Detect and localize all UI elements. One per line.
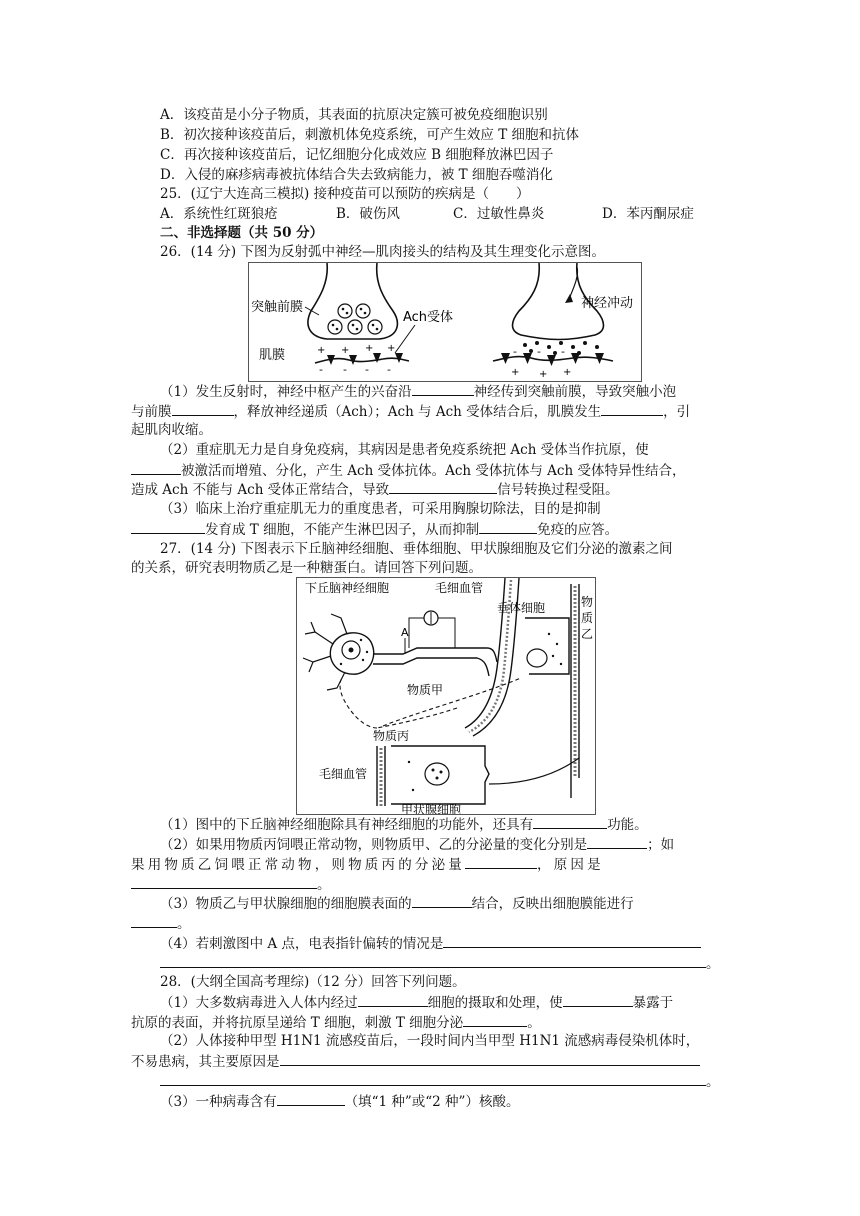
q28-part2-line1: （2）人体接种甲型 H1N1 流感疫苗后，一段时间内当甲型 H1N1 流感病毒侵染机体时， — [160, 1033, 700, 1049]
endocrine-regulation-figure — [296, 577, 596, 815]
q27-stem-line2: 的关系，研究表明物质乙是一种糖蛋白。请回答下列问题。 — [131, 560, 482, 576]
q28-part1-line1 — [160, 993, 673, 1012]
text: （填“1 种”或“2 种”）核酸。 — [344, 1094, 520, 1110]
answer-blank[interactable] — [131, 520, 205, 534]
label-nerve-impulse: 神经冲动 — [581, 296, 634, 311]
charge-plus: + — [317, 345, 326, 356]
endocrine-regulation-svg — [297, 578, 595, 814]
answer-blank[interactable] — [412, 894, 472, 908]
text: 抗原的表面，并将抗原呈递给 T 细胞，刺激 T 细胞分泌 — [131, 1015, 464, 1031]
q25-option-a: A．系统性红斑狼疮 — [160, 206, 278, 222]
text: 造成 Ach 不能与 Ach 受体正常结合，导致 — [131, 482, 390, 498]
q25-options — [160, 205, 694, 223]
q27-part4-line2 — [160, 954, 720, 973]
q24-option-a: A．该疫苗是小分子物质，其表面的抗原决定簇可被免疫细胞识别 — [160, 107, 548, 123]
axon-lower — [373, 658, 489, 676]
text: 。 — [527, 1015, 541, 1031]
label-thyroid-cell: 甲状腺细胞 — [401, 803, 462, 814]
charge-minus: - — [365, 363, 369, 376]
text: 神经传到突触前膜，导致突触小泡 — [473, 384, 677, 400]
q26-part1-line3: 起肌肉收缩。 — [131, 422, 212, 438]
q24-option-c: C．再次接种该疫苗后，记忆细胞分化成效应 B 细胞释放淋巴因子 — [160, 147, 554, 163]
answer-blank[interactable] — [479, 520, 537, 534]
answer-blank[interactable] — [277, 1092, 345, 1106]
label-substance-yi: 质 — [581, 611, 594, 625]
q27-part3-line2 — [131, 914, 191, 933]
charge-plus: + — [563, 367, 572, 378]
q26-part1-line1 — [160, 382, 676, 401]
text: （3）一种病毒含有 — [160, 1094, 277, 1110]
axon-upper — [373, 648, 497, 662]
q27-part2-line3 — [131, 875, 331, 894]
text: ，释放神经递质（Ach）；Ach 与 Ach 受体结合后，肌膜发生 — [233, 404, 602, 420]
text: 。 — [706, 956, 720, 972]
electrode-wire-left — [409, 618, 424, 648]
text: 被激活而增殖、分化，产生 Ach 受体抗体。Ach 受体抗体与 Ach 受体特异性结合， — [181, 463, 686, 479]
text: 信号转换过程受阻。 — [497, 482, 619, 498]
answer-blank[interactable] — [172, 402, 234, 416]
answer-blank[interactable] — [131, 875, 317, 889]
thyroid-nucleus — [425, 763, 449, 785]
label-muscle-membrane: 肌膜 — [259, 348, 286, 363]
neuron-granules — [340, 639, 368, 665]
thyroid-cell-outline — [391, 746, 489, 804]
nucleolus — [349, 648, 354, 653]
text: 结合，反映出细胞膜能进行 — [471, 896, 634, 912]
answer-blank[interactable] — [131, 461, 181, 475]
pituitary-granules — [548, 633, 562, 665]
text: 。 — [317, 877, 331, 893]
q28-part1-line2 — [131, 1013, 541, 1032]
section-heading: 二、非选择题（共 50 分） — [160, 225, 324, 241]
q24-option-b: B．初次接种该疫苗后，刺激机体免疫系统，可产生效应 T 细胞和抗体 — [160, 127, 580, 143]
label-capillary-top: 毛细血管 — [435, 581, 484, 595]
tsh-arrow — [489, 758, 579, 784]
answer-blank[interactable] — [601, 402, 663, 416]
label-substance-bing: 物质丙 — [373, 729, 410, 743]
text: （2）如果用物质丙饲喂正常动物，则物质甲、乙的分泌量的变化分别是 — [160, 837, 588, 853]
answer-blank[interactable] — [533, 815, 607, 829]
answer-blank[interactable] — [465, 855, 537, 869]
q25-option-d: D．苯丙酮尿症 — [602, 206, 694, 222]
label-capillary-bottom: 毛细血管 — [319, 767, 368, 781]
q26-part1-line2 — [131, 402, 690, 421]
q28-stem: 28．(大纲全国高考理综)（12 分）回答下列问题。 — [160, 974, 466, 990]
impulse-arrow-head — [565, 294, 573, 303]
q28-part2-line2 — [131, 1052, 700, 1071]
text: 细胞的摄取和处理，使 — [427, 995, 563, 1011]
answer-blank[interactable] — [160, 954, 706, 968]
text: （4）若刺激图中 A 点，电表指针偏转的情况是 — [160, 936, 444, 952]
charge-minus: - — [343, 363, 347, 376]
electrode-wire-right — [438, 618, 455, 648]
charge-minus: - — [537, 345, 541, 358]
text: 发育成 T 细胞，不能产生淋巴因子，从而抑制 — [205, 522, 480, 538]
q26-part2-line3 — [131, 480, 619, 499]
text: 。 — [177, 916, 191, 932]
q27-part3-line1 — [160, 894, 634, 913]
dendrites — [303, 614, 347, 690]
text: （1）发生反射时，神经中枢产生的兴奋沿 — [160, 384, 412, 400]
answer-blank[interactable] — [443, 934, 701, 948]
charge-minus: - — [319, 363, 323, 376]
q27-part2-line1 — [160, 835, 674, 854]
text: （3）物质乙与甲状腺细胞的细胞膜表面的 — [160, 896, 412, 912]
q28-part3 — [160, 1092, 519, 1111]
answer-blank[interactable] — [463, 1013, 527, 1027]
charge-plus: + — [341, 345, 350, 356]
answer-blank[interactable] — [160, 1072, 706, 1086]
q26-part3-line1: （3）临床上治疗重症肌无力的重度患者，可采用胸腺切除法，目的是抑制 — [160, 501, 601, 517]
vesicle-dots-left — [332, 308, 379, 331]
label-presynaptic-membrane: 突触前膜 — [251, 300, 304, 315]
label-pituitary-cell: 垂体细胞 — [497, 601, 546, 615]
charge-plus: + — [387, 343, 396, 354]
label-substance-yi: 物 — [581, 595, 594, 609]
text: ；如 — [647, 837, 675, 853]
answer-blank[interactable] — [131, 914, 177, 928]
presynaptic-terminal-left — [308, 263, 397, 339]
q27-stem-line1: 27．(14 分) 下图表示下丘脑神经细胞、垂体细胞、甲状腺细胞及它们分泌的激素之间 — [160, 541, 673, 557]
q25-stem: 25．(辽宁大连高三模拟) 接种疫苗可以预防的疾病是（ ） — [160, 186, 530, 202]
q27-part1 — [160, 815, 648, 834]
text: （1）大多数病毒进入人体内经过 — [160, 995, 358, 1011]
charge-minus: - — [387, 363, 391, 376]
answer-blank[interactable] — [280, 1052, 700, 1066]
charge-minus: - — [513, 345, 517, 358]
charge-minus: - — [561, 345, 565, 358]
text: 果用物质乙饲喂正常动物，则物质丙的分泌量 — [131, 857, 465, 873]
text: 。 — [706, 1074, 720, 1090]
q25-option-c: C．过敏性鼻炎 — [453, 206, 545, 222]
q26-part2-line2 — [131, 461, 685, 480]
text: 与前膜 — [131, 404, 172, 420]
answer-blank[interactable] — [563, 993, 633, 1007]
answer-blank[interactable] — [389, 480, 497, 494]
charge-plus: + — [511, 367, 520, 378]
text: 免疫的应答。 — [537, 522, 619, 538]
label-substance-yi: 乙 — [581, 627, 594, 641]
q27-part2-line2 — [131, 855, 604, 874]
answer-blank[interactable] — [587, 835, 647, 849]
q26-part2-line1: （2）重症肌无力是自身免疫病，其病因是患者免疫系统把 Ach 受体当作抗原，使 — [160, 442, 649, 458]
answer-blank[interactable] — [358, 993, 428, 1007]
label-point-a: A — [401, 626, 409, 639]
q24-option-d: D．入侵的麻疹病毒被抗体结合失去致病能力，被 T 细胞吞噬消化 — [160, 167, 553, 183]
text: （1）图中的下丘脑神经细胞除具有神经细胞的功能外，还具有 — [160, 817, 534, 833]
label-substance-jia: 物质甲 — [407, 683, 444, 697]
text: 不易患病，其主要原因是 — [131, 1054, 280, 1070]
label-hypothalamus-cell: 下丘脑神经细胞 — [305, 581, 390, 595]
q26-stem: 26．(14 分) 下图为反射弧中神经—肌肉接头的结构及其生理变化示意图。 — [160, 244, 605, 260]
q28-part2-line3 — [160, 1072, 720, 1091]
q27-part4-line1 — [160, 934, 701, 953]
answer-blank[interactable] — [412, 382, 474, 396]
pituitary-nucleus — [527, 649, 547, 667]
q26-part3-line2 — [131, 520, 618, 539]
neuromuscular-junction-figure — [248, 262, 642, 382]
neuromuscular-junction-svg — [249, 263, 641, 381]
q25-option-b: B．破伤风 — [336, 206, 400, 222]
text: 暴露于 — [632, 995, 674, 1011]
charge-plus: + — [539, 369, 548, 380]
label-ach-receptor: Ach受体 — [403, 310, 454, 325]
charge-plus: + — [365, 343, 374, 354]
text: ，引 — [663, 404, 691, 420]
text: 功能。 — [607, 817, 648, 833]
leader-line — [395, 325, 415, 353]
text: ，原因是 — [537, 857, 604, 873]
neuron-cell-body — [330, 633, 373, 674]
